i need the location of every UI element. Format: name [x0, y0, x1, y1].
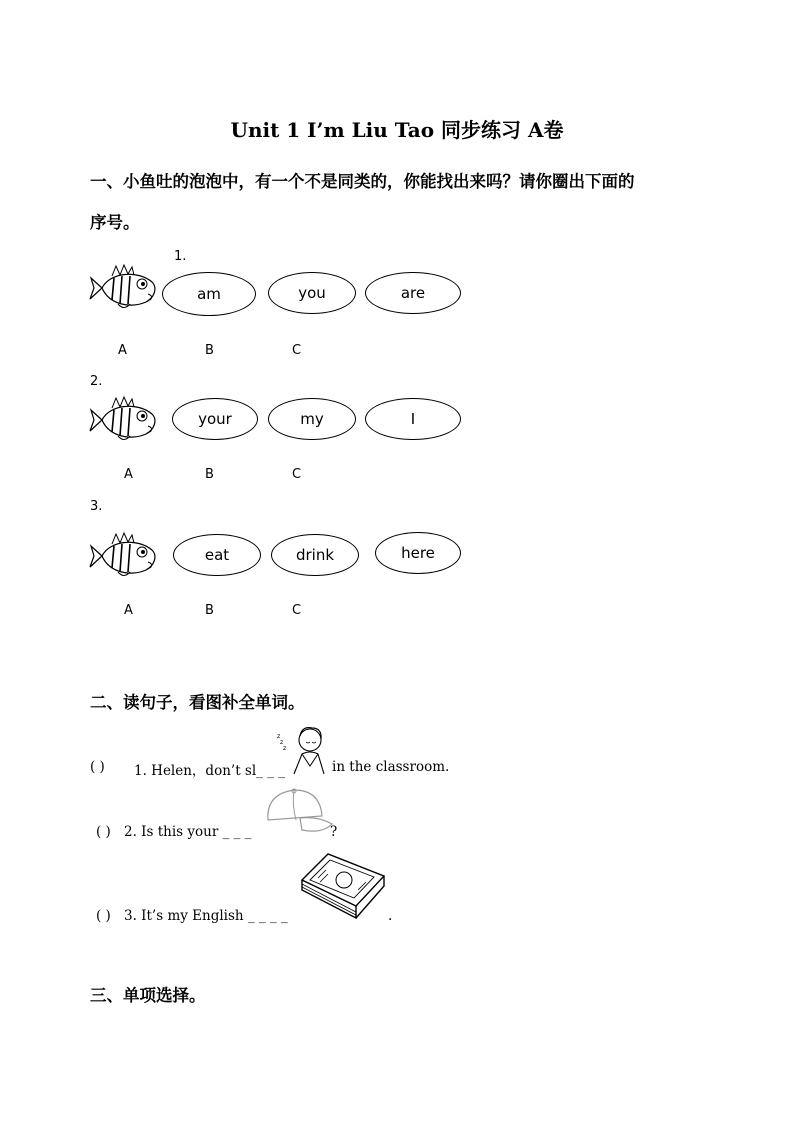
sentence-end: in the classroom. [332, 759, 450, 775]
option-label[interactable]: B [205, 467, 214, 482]
option-label[interactable]: B [205, 343, 214, 358]
book-icon [298, 850, 388, 922]
option-label[interactable]: A [124, 467, 133, 482]
page-title: Unit 1 I’m Liu Tao 同步练习 A卷 [230, 118, 564, 142]
answer-paren[interactable]: ( ) [90, 759, 105, 775]
sleeping-girl-icon [276, 724, 328, 776]
option-label[interactable]: A [124, 603, 133, 618]
sentence-text: 3. It’s my English _ _ _ _ [124, 908, 288, 924]
answer-paren[interactable]: ( ) [96, 908, 111, 924]
sentence-end: . [388, 908, 393, 924]
word-bubble: I [365, 398, 461, 440]
section1-heading-line2: 序号。 [90, 213, 140, 232]
word-bubble: you [268, 272, 356, 314]
fish-icon [88, 264, 160, 312]
option-label[interactable]: C [292, 467, 302, 482]
fish-icon [88, 532, 160, 580]
cap-icon [262, 786, 334, 836]
section3-heading: 三、单项选择。 [90, 986, 206, 1005]
section1-heading-line1: 一、小鱼吐的泡泡中，有一个不是同类的，你能找出来吗？请你圈出下面的 [90, 172, 635, 191]
word-bubble: my [268, 398, 356, 440]
sentence-end: ? [330, 824, 338, 840]
option-label[interactable]: C [292, 343, 302, 358]
question-number: 3. [90, 499, 103, 514]
answer-paren[interactable]: ( ) [96, 824, 111, 840]
option-label[interactable]: B [205, 603, 214, 618]
svg-text:z: z [280, 739, 284, 746]
word-bubble: are [365, 272, 461, 314]
question-number: 1. [174, 249, 187, 264]
svg-text:z: z [283, 745, 287, 752]
section2-heading: 二、读句子，看图补全单词。 [90, 693, 305, 712]
word-bubble: your [172, 398, 258, 440]
word-bubble: here [375, 532, 461, 574]
word-bubble: am [162, 272, 256, 316]
fish-icon [88, 396, 160, 444]
sentence-text: 1. Helen，don’t sl_ _ _ [134, 763, 285, 779]
svg-text:z: z [277, 733, 281, 740]
question-number: 2. [90, 374, 103, 389]
word-bubble: eat [173, 534, 261, 576]
option-label[interactable]: A [118, 343, 127, 358]
option-label[interactable]: C [292, 603, 302, 618]
sentence-text: 2. Is this your _ _ _ [124, 824, 252, 840]
word-bubble: drink [271, 534, 359, 576]
